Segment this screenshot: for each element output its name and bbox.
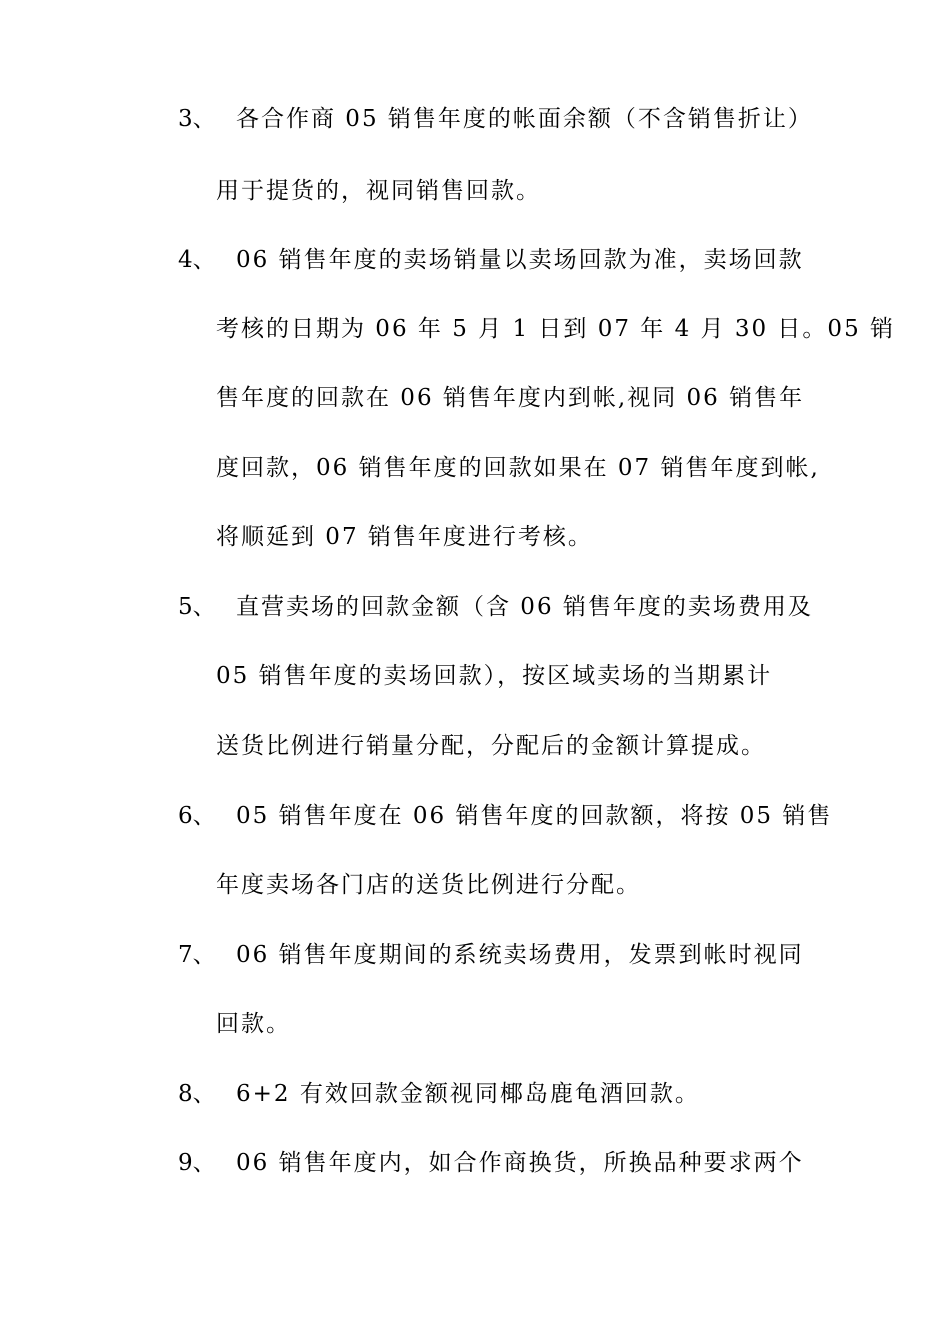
item-text-line: 考核的日期为 06 年 5 月 1 日到 07 年 4 月 30 日。05 销 [216, 316, 896, 342]
item-text-line: 05 销售年度在 06 销售年度的回款额，将按 05 销售 [236, 803, 833, 829]
item-number: 6、 [178, 803, 216, 829]
item-text-line: 05 销售年度的卖场回款），按区域卖场的当期累计 [216, 663, 773, 689]
item-text-line: 06 销售年度的卖场销量以卖场回款为准，卖场回款 [236, 247, 804, 273]
item-text-line: 度回款，06 销售年度的回款如果在 07 销售年度到帐, [216, 455, 820, 481]
item-number: 5、 [178, 594, 216, 620]
item-text-line: 回款。 [216, 1011, 291, 1037]
item-number: 7、 [178, 942, 216, 968]
item-text-line: 6+2 有效回款金额视同椰岛鹿龟酒回款。 [236, 1081, 700, 1107]
item-text-line: 直营卖场的回款金额（含 06 销售年度的卖场费用及 [236, 594, 813, 620]
item-number: 9、 [178, 1150, 216, 1176]
item-text-line: 06 销售年度内，如合作商换货，所换品种要求两个 [236, 1150, 804, 1176]
item-text-line: 各合作商 05 销售年度的帐面余额（不含销售折让） [236, 106, 813, 132]
item-text-line: 年度卖场各门店的送货比例进行分配。 [216, 872, 641, 898]
item-text-line: 将顺延到 07 销售年度进行考核。 [216, 524, 593, 550]
item-text-line: 用于提货的，视同销售回款。 [216, 178, 541, 204]
item-text-line: 06 销售年度期间的系统卖场费用，发票到帐时视同 [236, 942, 804, 968]
item-number: 8、 [178, 1081, 216, 1107]
item-text-line: 售年度的回款在 06 销售年度内到帐,视同 06 销售年 [216, 385, 805, 411]
item-number: 3、 [178, 106, 216, 132]
item-number: 4、 [178, 247, 216, 273]
item-text-line: 送货比例进行销量分配，分配后的金额计算提成。 [216, 733, 766, 759]
